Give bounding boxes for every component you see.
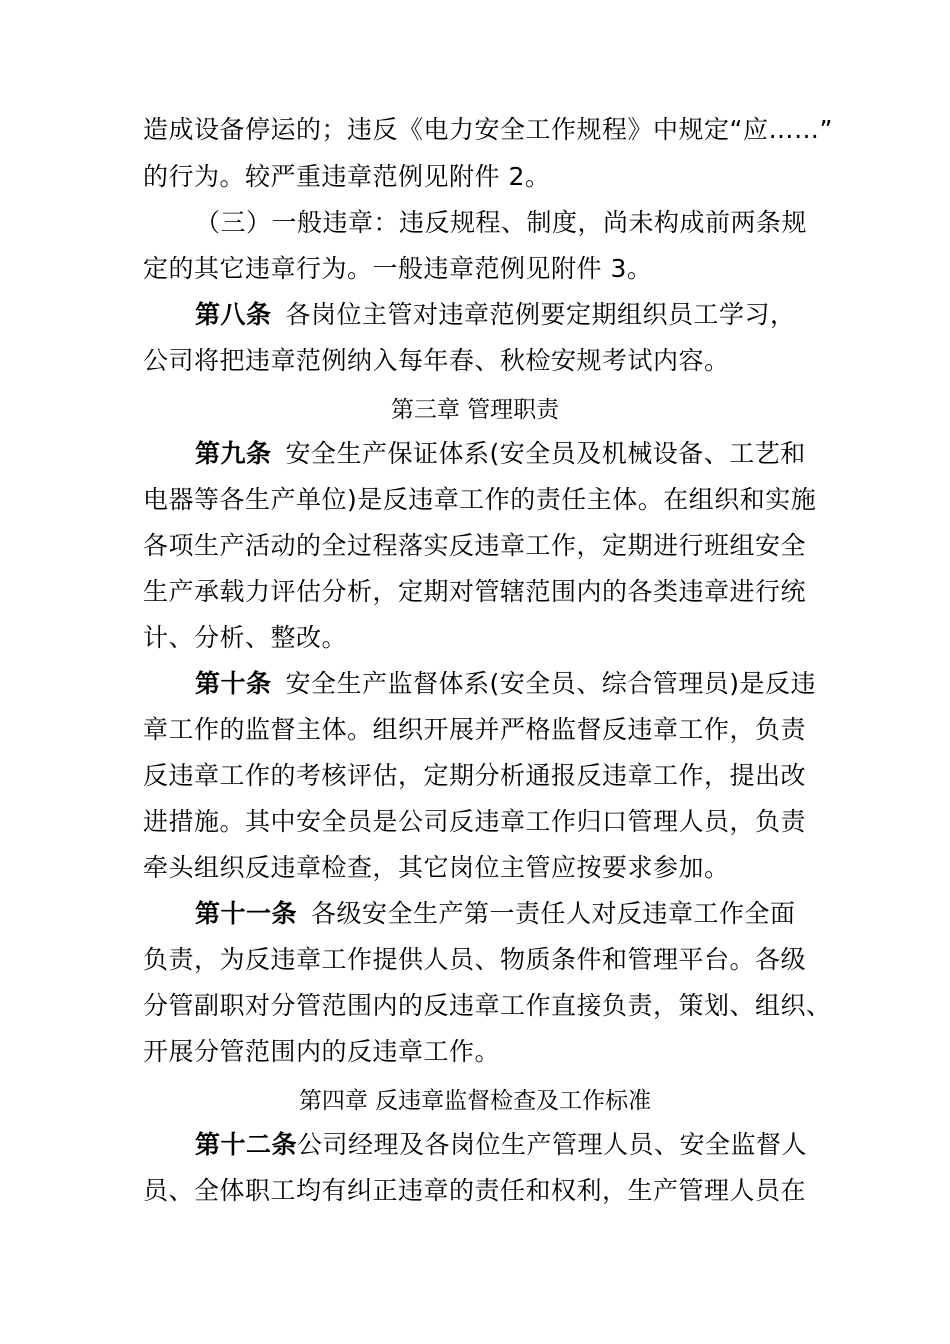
article-12-label: 第十二条 bbox=[195, 1130, 298, 1159]
text-line: 牵头组织反违章检查，其它岗位主管应按要求参加。 bbox=[143, 853, 730, 882]
text-line: 生产承载力评估分析，定期对管辖范围内的各类违章进行统 bbox=[143, 577, 807, 606]
text-line: 章工作的监督主体。组织开展并严格监督反违章工作，负责 bbox=[143, 715, 807, 744]
text-line: 各级安全生产第一责任人对反违章工作全面 bbox=[311, 899, 796, 928]
text-line: 安全生产监督体系(安全员、综合管理员)是反违 bbox=[285, 669, 817, 698]
text-line: 开展分管范围内的反违章工作。 bbox=[143, 1037, 501, 1066]
text-line: 公司将把违章范例纳入每年春、秋检安规考试内容。 bbox=[143, 346, 730, 375]
text-line: 公司经理及各岗位生产管理人员、安全监督人 bbox=[297, 1130, 808, 1159]
chapter-4-heading: 第四章 反违章监督检查及工作标准 bbox=[298, 1088, 652, 1114]
chapter-3-heading: 第三章 管理职责 bbox=[390, 397, 560, 423]
article-9-label: 第九条 bbox=[195, 439, 272, 468]
article-10-label: 第十条 bbox=[195, 669, 272, 698]
article-12-paragraph bbox=[195, 1128, 823, 1162]
text-line: 分管副职对分管范围内的反违章工作直接负责，策划、组织、 bbox=[143, 991, 832, 1020]
text-line: 电器等各生产单位)是反违章工作的责任主体。在组织和实施 bbox=[143, 485, 817, 514]
article-11-paragraph bbox=[195, 897, 823, 931]
article-8-paragraph bbox=[195, 298, 823, 332]
article-11-label: 第十一条 bbox=[195, 899, 298, 928]
text-line: 反违章工作的考核评估，定期分析通报反违章工作，提出改 bbox=[143, 761, 807, 790]
text-line: 的行为。较严重违章范例见附件 2。 bbox=[143, 162, 551, 191]
text-line: 造成设备停运的；违反《电力安全工作规程》中规定“应……” bbox=[143, 115, 833, 144]
text-line: 进措施。其中安全员是公司反违章工作归口管理人员，负责 bbox=[143, 807, 807, 836]
article-10-paragraph bbox=[195, 667, 823, 701]
text-line: 负责，为反违章工作提供人员、物质条件和管理平台。各级 bbox=[143, 945, 807, 974]
text-line: 安全生产保证体系(安全员及机械设备、工艺和 bbox=[285, 439, 806, 468]
text-line: 各项生产活动的全过程落实反违章工作，定期进行班组安全 bbox=[143, 531, 807, 560]
article-8-label: 第八条 bbox=[195, 300, 272, 329]
text-line: 计、分析、整改。 bbox=[143, 623, 348, 652]
text-line: 各岗位主管对违章范例要定期组织员工学习， bbox=[285, 300, 796, 329]
text-line: 定的其它违章行为。一般违章范例见附件 3。 bbox=[143, 254, 653, 283]
article-9-paragraph bbox=[195, 437, 823, 471]
text-line: （三）一般违章：违反规程、制度，尚未构成前两条规 bbox=[195, 208, 808, 237]
text-line: 员、全体职工均有纠正违章的责任和权利，生产管理人员在 bbox=[143, 1176, 807, 1205]
